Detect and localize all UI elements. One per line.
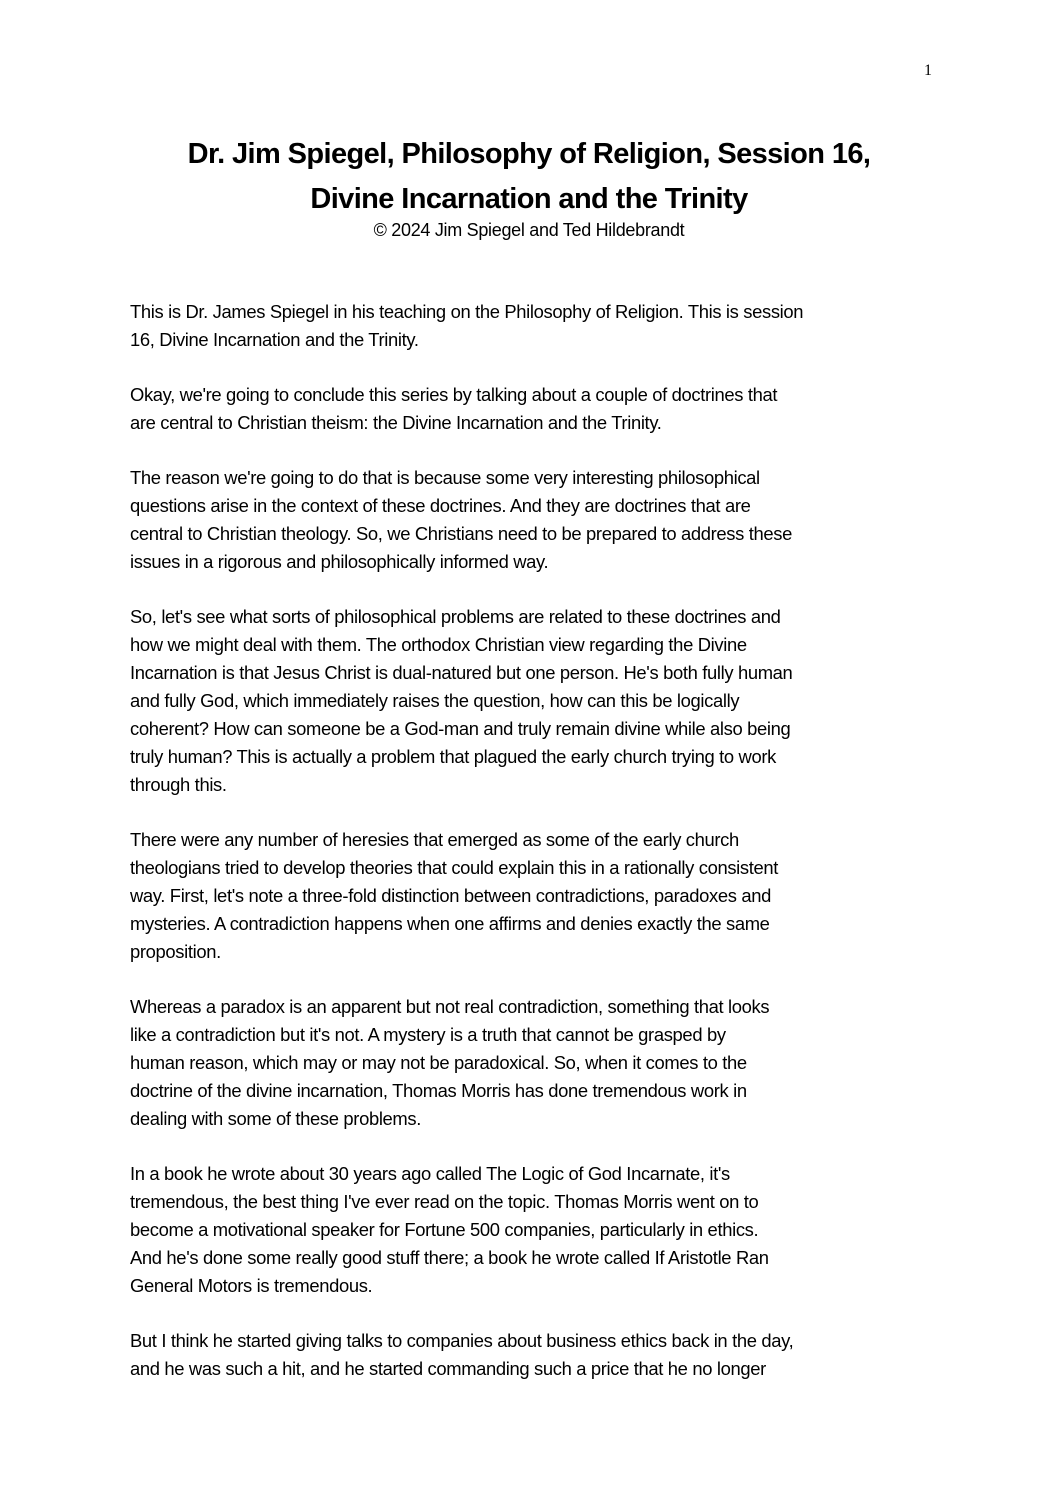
text-line: Whereas a paradox is an apparent but not real contradiction, something that looks xyxy=(130,996,770,1017)
text-line: tremendous, the best thing I've ever read on the topic. Thomas Morris went on to xyxy=(130,1191,759,1212)
text-line: truly human? This is actually a problem that plagued the early church trying to work xyxy=(130,746,776,767)
text-line: how we might deal with them. The orthodox Christian view regarding the Divine xyxy=(130,634,747,655)
paragraph xyxy=(130,826,950,966)
text-line: theologians tried to develop theories that could explain this in a rationally consistent xyxy=(130,857,779,878)
document-title xyxy=(0,132,1058,222)
text-line: Okay, we're going to conclude this series by talking about a couple of doctrines that xyxy=(130,384,778,405)
text-line: There were any number of heresies that emerged as some of the early church xyxy=(130,829,739,850)
text-line: mysteries. A contradiction happens when one affirms and denies exactly the same xyxy=(130,913,770,934)
text-line: The reason we're going to do that is because some very interesting philosophical xyxy=(130,467,760,488)
page-number: 1 xyxy=(924,62,932,79)
text-line: central to Christian theology. So, we Christians need to be prepared to address these xyxy=(130,523,793,544)
text-line: through this. xyxy=(130,774,227,795)
text-line: In a book he wrote about 30 years ago called The Logic of God Incarnate, it's xyxy=(130,1163,730,1184)
title-line: Divine Incarnation and the Trinity xyxy=(310,183,748,215)
text-line: proposition. xyxy=(130,941,221,962)
text-line: issues in a rigorous and philosophically informed way. xyxy=(130,551,549,572)
paragraph xyxy=(130,993,950,1133)
copyright-notice: © 2024 Jim Spiegel and Ted Hildebrandt xyxy=(373,220,685,240)
text-line: become a motivational speaker for Fortune 500 companies, particularly in ethics. xyxy=(130,1219,759,1240)
document-body xyxy=(130,298,950,1410)
text-line: and fully God, which immediately raises the question, how can this be logically xyxy=(130,690,740,711)
paragraph xyxy=(130,603,950,799)
text-line: like a contradiction but it's not. A mystery is a truth that cannot be grasped by xyxy=(130,1024,726,1045)
text-line: human reason, which may or may not be paradoxical. So, when it comes to the xyxy=(130,1052,747,1073)
title-line: Dr. Jim Spiegel, Philosophy of Religion, Session 16, xyxy=(187,138,871,170)
text-line: General Motors is tremendous. xyxy=(130,1275,373,1296)
text-line: 16, Divine Incarnation and the Trinity. xyxy=(130,329,419,350)
paragraph xyxy=(130,381,950,437)
text-line: questions arise in the context of these doctrines. And they are doctrines that are xyxy=(130,495,751,516)
text-line: are central to Christian theism: the Divine Incarnation and the Trinity. xyxy=(130,412,662,433)
text-line: and he was such a hit, and he started commanding such a price that he no longer xyxy=(130,1358,766,1379)
paragraph xyxy=(130,464,950,576)
text-line: coherent? How can someone be a God-man and truly remain divine while also being xyxy=(130,718,791,739)
text-line: And he's done some really good stuff there; a book he wrote called If Aristotle Ran xyxy=(130,1247,769,1268)
text-line: Incarnation is that Jesus Christ is dual-natured but one person. He's both fully human xyxy=(130,662,793,683)
paragraph xyxy=(130,1160,950,1300)
text-line: This is Dr. James Spiegel in his teaching on the Philosophy of Religion. This is session xyxy=(130,301,804,322)
text-line: doctrine of the divine incarnation, Thomas Morris has done tremendous work in xyxy=(130,1080,747,1101)
paragraph xyxy=(130,298,950,354)
paragraph xyxy=(130,1327,950,1383)
text-line: So, let's see what sorts of philosophical problems are related to these doctrines and xyxy=(130,606,781,627)
text-line: dealing with some of these problems. xyxy=(130,1108,422,1129)
text-line: way. First, let's note a three-fold distinction between contradictions, paradoxes and xyxy=(130,885,771,906)
text-line: But I think he started giving talks to companies about business ethics back in the day, xyxy=(130,1330,794,1351)
